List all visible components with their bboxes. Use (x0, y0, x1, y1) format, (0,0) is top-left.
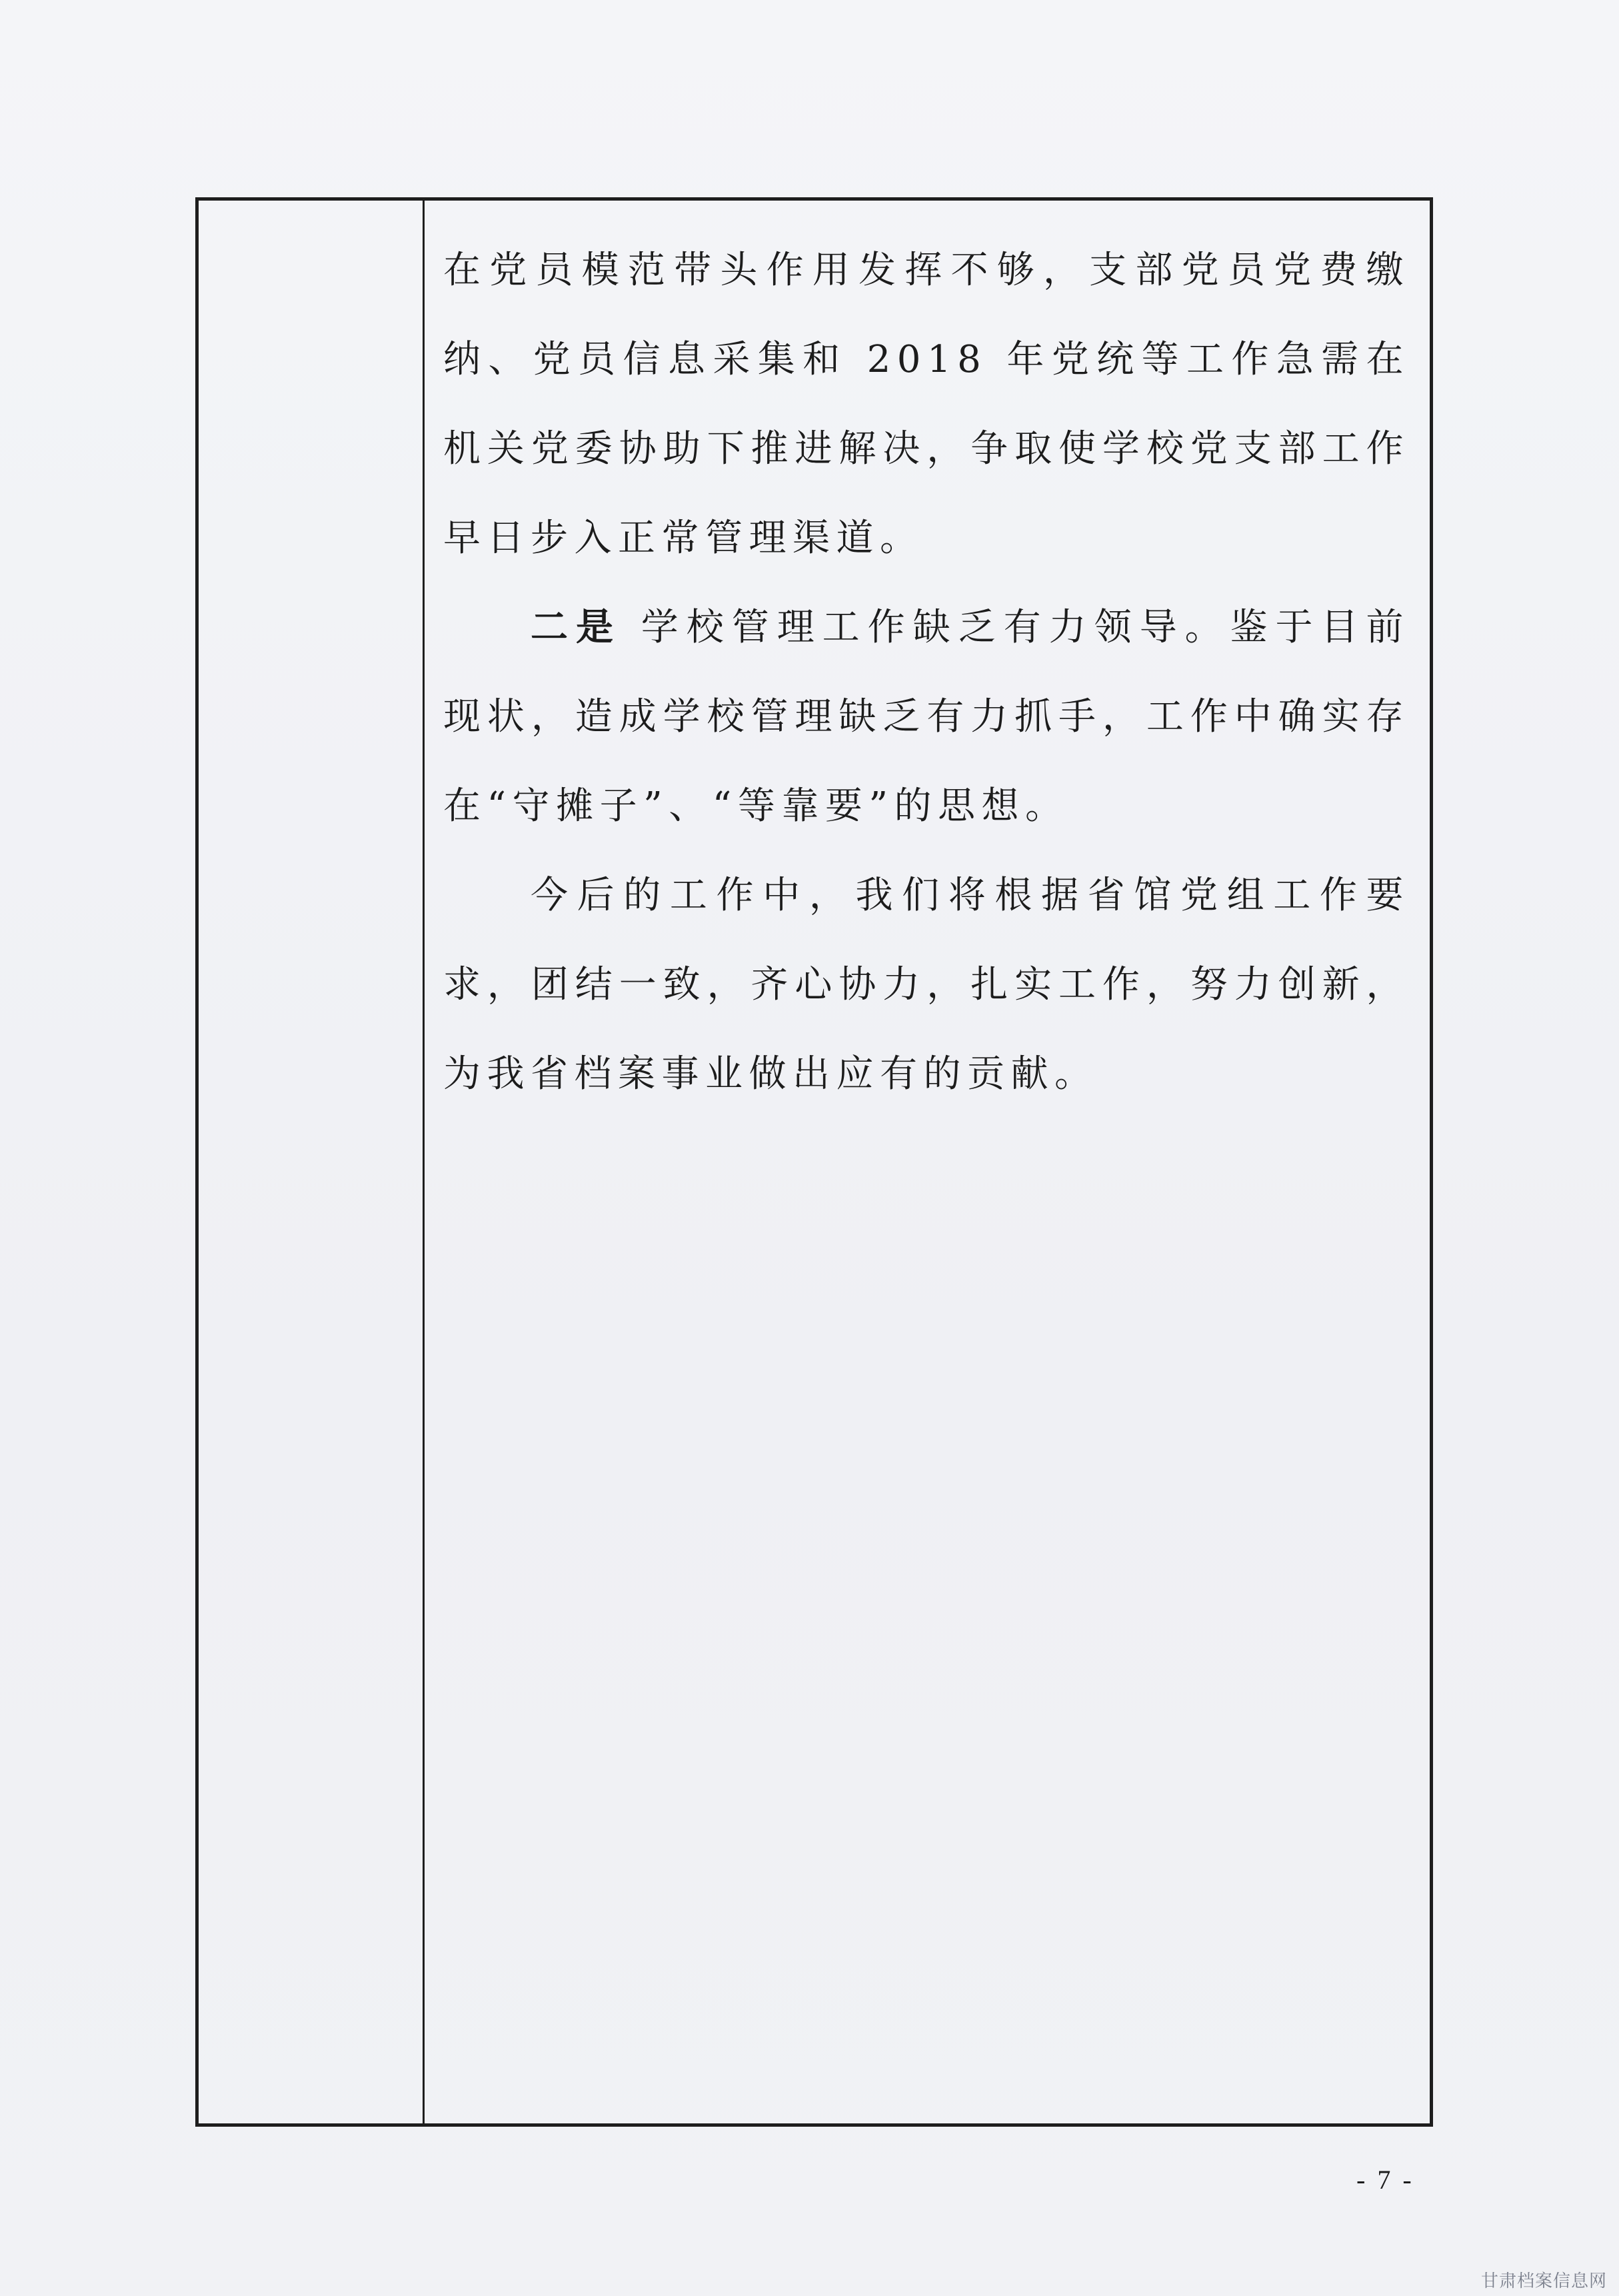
paragraph-3-text: 今后的工作中，我们将根据省馆党组工作要求，团结一致，齐心协力，扎实工作，努力创新，为我省档案事业做出应有的贡献。 (443, 874, 1410, 1096)
paragraph-problem-two (443, 583, 1410, 851)
paragraph-continuation (443, 226, 1410, 583)
page-number: - 7 - (1356, 2165, 1414, 2195)
paragraph-1-text: 在党员模范带头作用发挥不够，支部党员党费缴纳、党员信息采集和 2018 年党统等工作急需在机关党委协助下推进解决，争取使学校党支部工作早日步入正常管理渠道。 (443, 249, 1410, 560)
paragraph-2-lead: 二是 (531, 606, 621, 649)
paragraph-future-work (443, 851, 1410, 1119)
document-table (195, 197, 1433, 2127)
table-content-cell (425, 201, 1430, 2123)
table-label-column (199, 201, 425, 2123)
site-watermark: 甘肃档案信息网 (1481, 2271, 1608, 2291)
paragraph-2-text: 学校管理工作缺乏有力领导。鉴于目前现状，造成学校管理缺乏有力抓手，工作中确实存在“守摊子”、“等靠要”的思想。 (443, 606, 1410, 828)
